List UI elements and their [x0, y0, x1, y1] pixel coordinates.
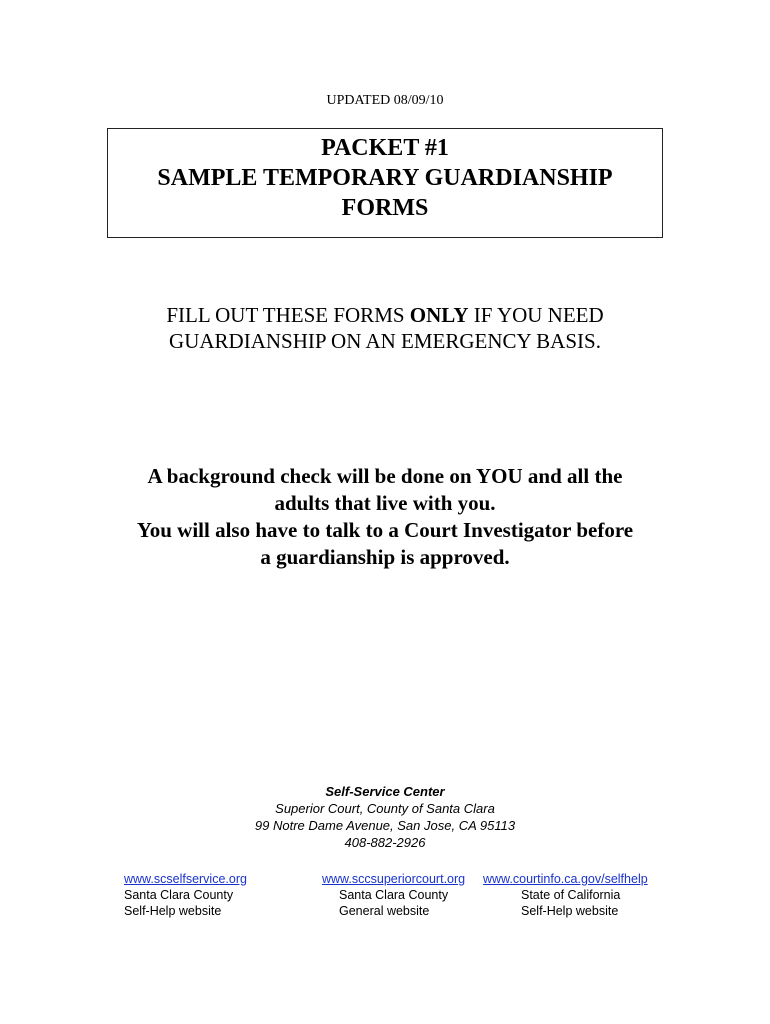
courtinfo-selfhelp-link[interactable]: www.courtinfo.ca.gov/selfhelp: [483, 872, 648, 886]
title-line-1: PACKET #1: [321, 135, 449, 161]
emergency-notice: [0, 302, 770, 354]
notice-emphasis: ONLY: [409, 303, 469, 327]
link-column-sccsuperiorcourt: [322, 871, 465, 919]
background-line-4: a guardianship is approved.: [260, 545, 510, 569]
center-name: Self-Service Center: [325, 784, 445, 799]
center-phone: 408-882-2926: [344, 835, 426, 850]
background-line-1: A background check will be done on YOU and all the: [147, 464, 623, 488]
title-line-2: SAMPLE TEMPORARY GUARDIANSHIP: [157, 165, 613, 191]
sccsuperiorcourt-link[interactable]: www.sccsuperiorcourt.org: [322, 872, 466, 886]
background-check-notice: [0, 463, 770, 571]
self-service-center-info: [0, 783, 770, 851]
notice-text-after: IF YOU NEED: [468, 303, 604, 327]
link-desc-line-2: Self-Help website: [521, 904, 619, 918]
title-box: [107, 128, 663, 238]
notice-line-1: [0, 302, 770, 328]
link-column-scselfservice: [124, 871, 247, 919]
link-desc-line-1: Santa Clara County: [339, 888, 449, 902]
notice-text-before: FILL OUT THESE FORMS: [166, 303, 410, 327]
link-desc-line-2: General website: [339, 904, 430, 918]
link-desc-line-1: State of California: [521, 888, 621, 902]
link-desc-line-2: Self-Help website: [124, 904, 222, 918]
background-line-3: You will also have to talk to a Court Investigator before: [136, 518, 634, 542]
notice-line-2: GUARDIANSHIP ON AN EMERGENCY BASIS.: [169, 329, 601, 353]
updated-date: UPDATED 08/09/10: [326, 93, 444, 108]
background-line-2: adults that live with you.: [274, 491, 496, 515]
title-line-3: FORMS: [341, 195, 429, 221]
scselfservice-link[interactable]: www.scselfservice.org: [124, 872, 247, 886]
link-desc-line-1: Santa Clara County: [124, 888, 234, 902]
link-column-courtinfo: [483, 871, 648, 919]
center-address: 99 Notre Dame Avenue, San Jose, CA 95113: [254, 818, 516, 833]
website-links: [0, 871, 770, 931]
center-court: Superior Court, County of Santa Clara: [275, 801, 495, 816]
